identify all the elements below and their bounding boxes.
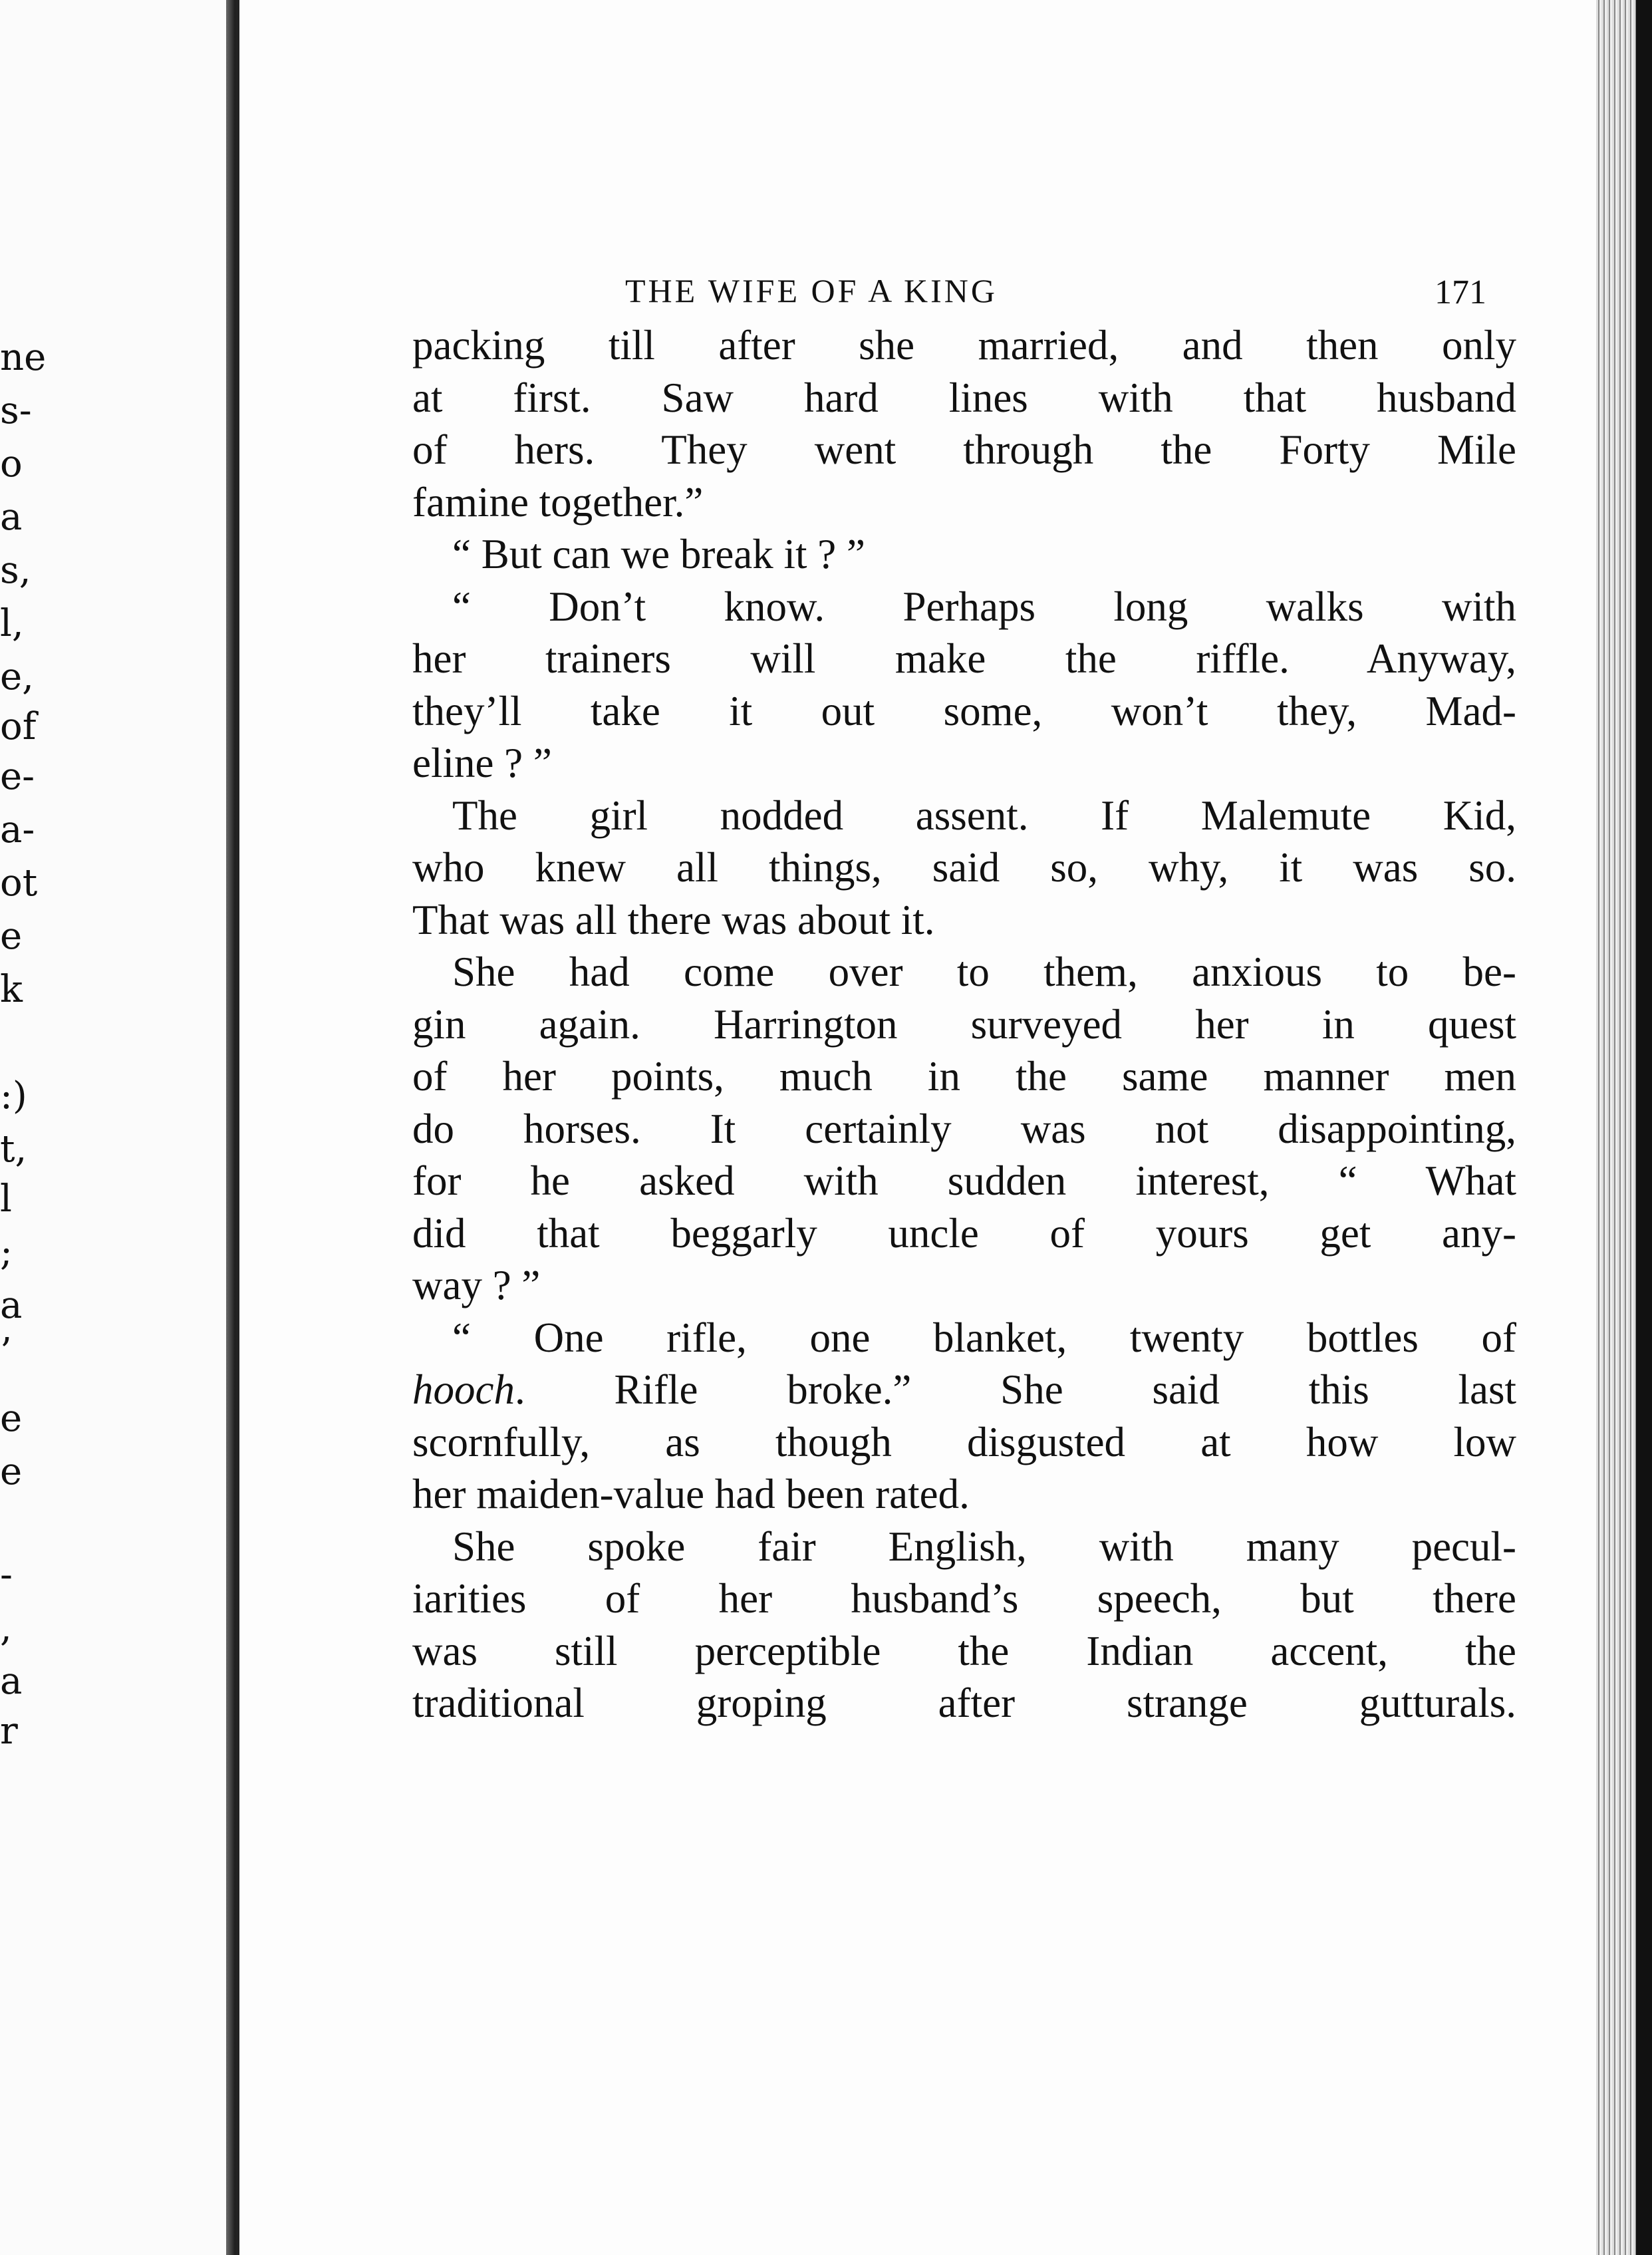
left-fragment: ne (0, 336, 47, 379)
left-fragment: r (0, 1710, 18, 1753)
italic-word: hooch (412, 1366, 515, 1413)
text-line: She spoke fair English, with many pecul- (452, 1523, 1516, 1570)
left-fragment: l (0, 1177, 12, 1221)
text-line: That was all there was about it. (412, 896, 935, 943)
left-fragment: s- (0, 389, 32, 432)
left-page-edge (226, 0, 235, 2255)
text-line: traditional groping after strange gutturals. (412, 1680, 1516, 1726)
text-line: did that beggarly uncle of yours get any- (412, 1209, 1516, 1257)
paragraph (412, 1312, 1516, 1521)
text-line: they’ll take it out some, won’t they, Mad- (412, 687, 1516, 734)
paragraph (412, 946, 1516, 1312)
text-line: at first. Saw hard lines with that husband (412, 374, 1516, 421)
text-line: of her points, much in the same manner men (412, 1053, 1516, 1100)
left-fragment: t, (0, 1128, 27, 1171)
left-fragment: a- (0, 808, 35, 851)
left-page-text-fragments (0, 0, 226, 2255)
text-line: She had come over to them, anxious to be- (452, 949, 1516, 995)
right-page (239, 0, 1596, 2255)
text-line: way ? ” (412, 1262, 541, 1308)
text-line: was still perceptible the Indian accent, the (412, 1627, 1516, 1674)
text-line: who knew all things, said so, why, it was so. (412, 844, 1516, 891)
text-line: iarities of her husband’s speech, but there (412, 1575, 1516, 1622)
text-line: her trainers will make the riffle. Anyway, (412, 635, 1516, 682)
text-line: scornfully, as though disgusted at how low (412, 1418, 1516, 1465)
text-line: do horses. It certainly was not disappointing, (412, 1105, 1516, 1152)
left-fragment: e (0, 1397, 23, 1440)
left-fragment: e (0, 1450, 23, 1493)
body-text (412, 319, 1516, 1729)
text-line: eline ? ” (412, 740, 552, 786)
left-fragment: e- (0, 755, 35, 798)
text-line: packing till after she married, and then only (412, 322, 1516, 369)
running-title: THE WIFE OF A KING (625, 272, 998, 309)
page-stack-edges (1596, 0, 1652, 2255)
running-head (412, 246, 1516, 319)
left-fragment: ot (0, 861, 38, 905)
text-line: her maiden-value had been rated. (412, 1471, 970, 1517)
text-line: famine together.” (412, 478, 704, 526)
left-fragment: ’ (0, 1330, 12, 1374)
page-number: 171 (1435, 273, 1486, 311)
paragraph (412, 581, 1516, 790)
text-line: The girl nodded assent. If Malemute Kid, (452, 792, 1516, 839)
paragraph (412, 790, 1516, 947)
text-line: “ Don’t know. Perhaps long walks with (452, 583, 1516, 630)
paragraph (412, 528, 1516, 581)
left-fragment: e (0, 915, 23, 958)
left-facing-page (0, 0, 226, 2255)
left-fragment: , (0, 1606, 12, 1650)
left-fragment: o (0, 442, 23, 486)
left-fragment: s, (0, 549, 31, 592)
left-fragment: e, (0, 655, 34, 698)
left-fragment: l, (0, 602, 24, 645)
left-fragment: a (0, 1284, 23, 1327)
text-line: gin again. Harrington surveyed her in quest (412, 1000, 1516, 1048)
text-line (412, 1364, 1516, 1416)
left-fragment: ; (0, 1231, 13, 1274)
left-fragment: - (0, 1553, 13, 1596)
left-fragment: a (0, 1660, 23, 1703)
page-content (412, 246, 1516, 1729)
text-line-rest: . Rifle broke.” She said this last (514, 1366, 1516, 1413)
paragraph (412, 1521, 1516, 1729)
paragraph (412, 319, 1516, 528)
left-fragment: :) (0, 1074, 27, 1118)
text-line: for he asked with sudden interest, “ What (412, 1157, 1516, 1204)
left-fragment: k (0, 968, 23, 1011)
text-line: “ But can we break it ? ” (452, 531, 865, 577)
left-fragment: a (0, 496, 23, 539)
text-line: of hers. They went through the Forty Mile (412, 426, 1516, 473)
left-fragment: of (0, 705, 37, 748)
text-line: “ One rifle, one blanket, twenty bottles of (452, 1314, 1516, 1361)
